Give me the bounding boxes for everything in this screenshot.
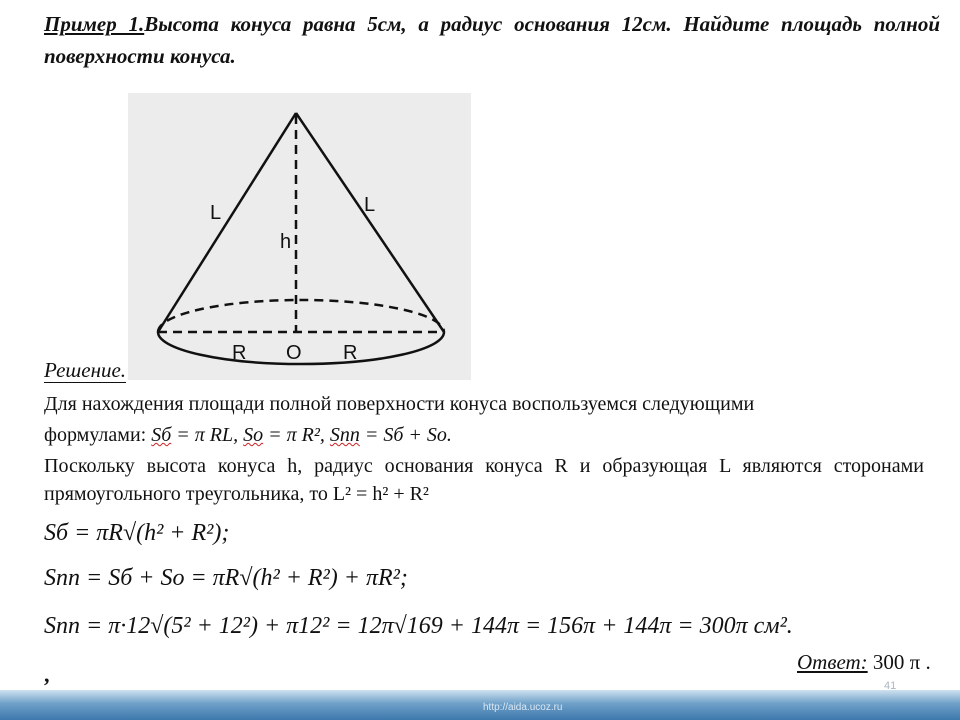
footer-url: http://aida.ucoz.ru — [483, 702, 563, 713]
page-number: 41 — [884, 680, 897, 692]
problem-number: Пример 1. — [44, 12, 145, 36]
label-r-right: R — [343, 342, 358, 364]
base-back-arc — [158, 300, 444, 332]
cone-diagram — [128, 93, 471, 380]
label-o: O — [286, 342, 302, 364]
answer-pi: π — [909, 650, 921, 674]
cone-figure — [128, 93, 471, 380]
solution-paragraph-3: Поскольку высота конуса h, радиус основания конуса R и образующая L являются сторонами — [44, 455, 924, 477]
solution-paragraph-4: прямоугольного треугольника, то L² = h² + R² — [44, 483, 429, 505]
formula-computation: Sпп = π·12√(5² + 12²) + π12² = 12π√169 + 144π = 156π + 144π = 300π см². — [44, 613, 793, 639]
full-area-symbol: Sпп — [329, 424, 360, 446]
formula-full-area: Sпп = Sб + Sо = πR√(h² + R²) + πR²; — [44, 565, 408, 591]
answer-period: . — [925, 650, 931, 674]
cone-slant-left — [158, 113, 296, 332]
side-area-formula: = π RL, — [176, 424, 239, 446]
label-l-left: L — [210, 202, 222, 224]
problem-title — [44, 8, 940, 72]
solution-heading: Решение. — [44, 358, 127, 382]
base-area-symbol: Sо — [243, 424, 264, 446]
label-r-left: R — [232, 342, 247, 364]
answer-label: Ответ: — [797, 650, 868, 674]
answer — [797, 650, 931, 675]
problem-statement: Высота конуса равна 5см, а радиус основания 12см. Найдите площадь полной поверхности конуса. — [44, 12, 940, 68]
formulas-prefix: формулами: — [44, 424, 147, 446]
side-area-symbol: Sб — [151, 424, 172, 446]
label-h: h — [280, 231, 292, 253]
full-area-formula: = Sб + Sо. — [364, 424, 452, 446]
base-area-formula: = π R², — [268, 424, 325, 446]
stray-mark: , — [44, 662, 50, 687]
solution-paragraph-2 — [44, 421, 924, 449]
formula-side-area: Sб = πR√(h² + R²); — [44, 520, 230, 546]
label-l-right: L — [364, 194, 376, 216]
solution-paragraph-1: Для нахождения площади полной поверхности конуса воспользуемся следующими — [44, 393, 755, 415]
answer-value: 300 — [872, 650, 905, 674]
footer-bar — [0, 690, 960, 720]
